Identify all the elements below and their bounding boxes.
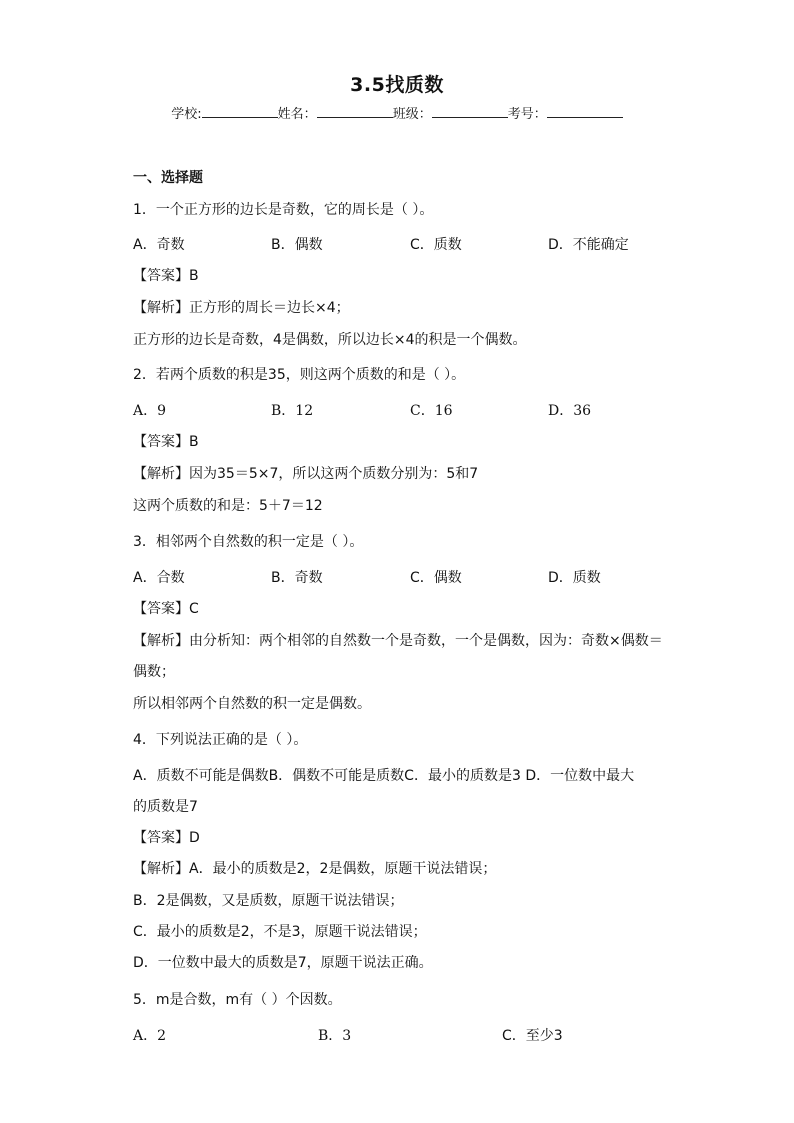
question-4-analysis-line-4: D．一位数中最大的质数是7，原题干说法正确。 [133, 955, 433, 971]
question-1-analysis-line-2: 正方形的边长是奇数，4是偶数，所以边长×4的积是一个偶数。 [133, 332, 527, 348]
question-5-option-a: A．2 [133, 1028, 167, 1044]
question-3-answer: 【答案】C [133, 601, 199, 617]
question-3-option-c: C．偶数 [410, 570, 462, 586]
class-blank[interactable] [432, 105, 508, 118]
question-2-option-b: B．12 [271, 403, 314, 419]
question-1-option-d: D．不能确定 [548, 237, 629, 253]
question-3-analysis-line-3: 所以相邻两个自然数的积一定是偶数。 [133, 696, 371, 712]
question-3-analysis-line-1: 【解析】由分析知：两个相邻的自然数一个是奇数，一个是偶数，因为：奇数×偶数＝ [133, 633, 663, 649]
section-title: 一、选择题 [133, 170, 203, 186]
class-label: 班级： [392, 107, 432, 122]
page-title: 3.5找质数 [350, 74, 444, 96]
question-1-analysis-line-1: 【解析】正方形的周长＝边长×4； [133, 300, 350, 316]
question-3-option-a: A．合数 [133, 570, 185, 586]
question-4-options-line-2: 的质数是7 [133, 799, 198, 815]
question-1-option-b: B．偶数 [271, 237, 323, 253]
question-5-option-b: B．3 [318, 1028, 352, 1044]
question-5-option-c: C．至少3 [502, 1028, 563, 1044]
question-2-answer: 【答案】B [133, 434, 199, 450]
question-4-analysis-line-2: B．2是偶数，又是质数，原题干说法错误； [133, 893, 404, 909]
exam-number-blank[interactable] [547, 105, 623, 118]
exam-number-label: 考号： [507, 107, 547, 122]
question-4-answer: 【答案】D [133, 830, 200, 846]
question-3-option-d: D．质数 [548, 570, 601, 586]
name-label: 姓名： [277, 107, 317, 122]
student-info-line [0, 103, 794, 122]
question-1-option-a: A．奇数 [133, 237, 185, 253]
question-1-option-c: C．质数 [410, 237, 462, 253]
question-3-stem: 3．相邻两个自然数的积一定是（ ）。 [133, 534, 364, 550]
question-4-options-line-1: A．质数不可能是偶数B．偶数不可能是质数C．最小的质数是3 D．一位数中最大 [133, 768, 635, 784]
question-4-stem: 4．下列说法正确的是（ ）。 [133, 732, 308, 748]
question-1-answer: 【答案】B [133, 268, 199, 284]
question-2-analysis-line-1: 【解析】因为35＝5×7，所以这两个质数分别为：5和7 [133, 466, 479, 482]
school-blank[interactable] [202, 105, 278, 118]
question-2-option-d: D．36 [548, 403, 592, 419]
question-5-stem: 5．m是合数，m有（ ）个因数。 [133, 992, 342, 1008]
question-4-analysis-line-1: 【解析】A．最小的质数是2，2是偶数，原题干说法错误； [133, 861, 497, 877]
question-2-option-c: C．16 [410, 403, 453, 419]
question-3-analysis-line-2: 偶数； [133, 664, 175, 680]
question-2-stem: 2．若两个质数的积是35，则这两个质数的和是（ ）。 [133, 367, 466, 383]
question-3-option-b: B．奇数 [271, 570, 323, 586]
question-2-analysis-line-2: 这两个质数的和是：5＋7＝12 [133, 498, 323, 514]
question-2-option-a: A．9 [133, 403, 167, 419]
name-blank[interactable] [317, 105, 393, 118]
question-1-stem: 1．一个正方形的边长是奇数，它的周长是（ ）。 [133, 202, 434, 218]
school-label: 学校: [171, 107, 202, 122]
question-4-analysis-line-3: C．最小的质数是2，不是3，原题干说法错误； [133, 924, 427, 940]
